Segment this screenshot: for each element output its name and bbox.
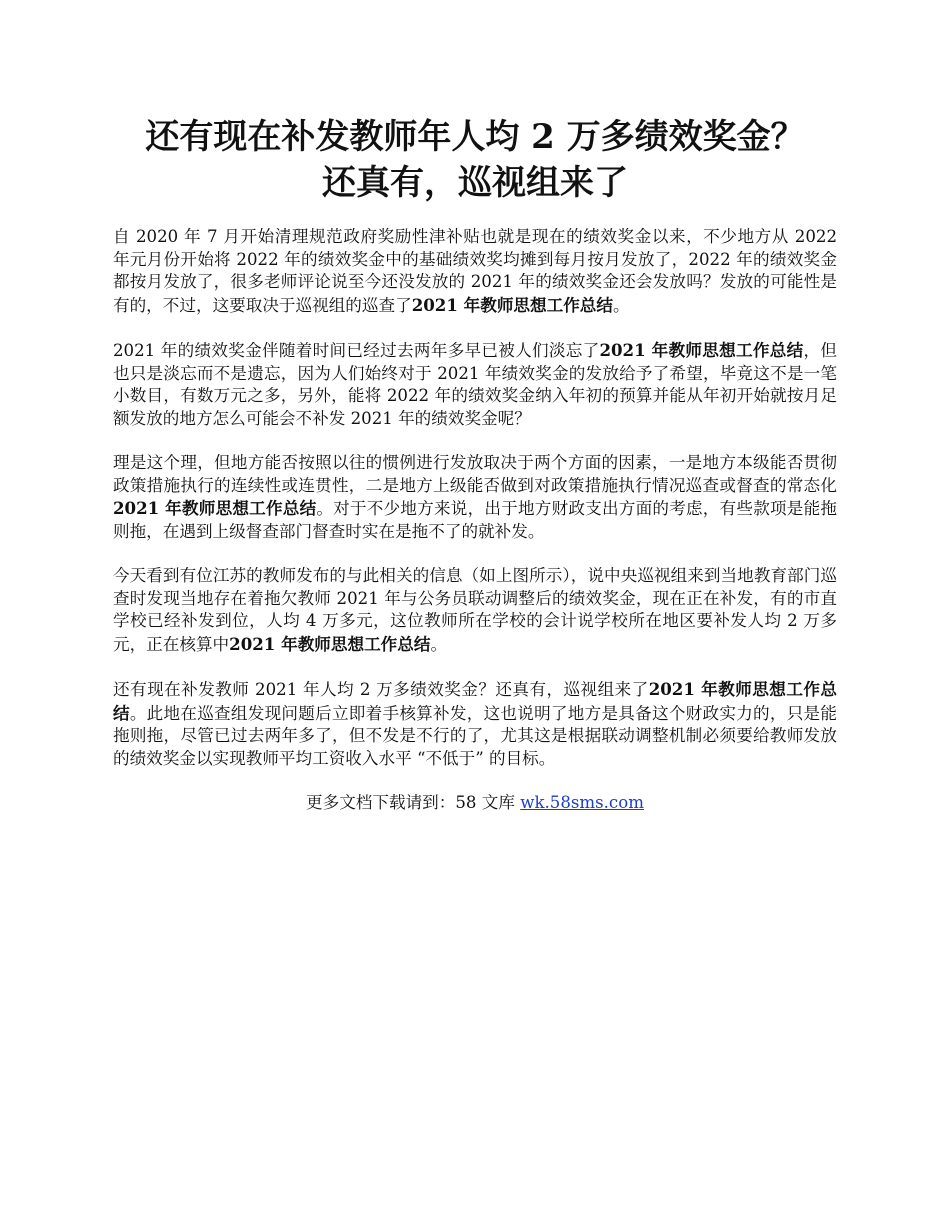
title-line-1: 还有现在补发教师年人均 2 万多绩效奖金？ [145,117,805,157]
paragraph-text: 。 [430,634,448,654]
document-body [113,226,837,814]
bold-keyword: 2021 年教师思想工作总结 [411,294,613,315]
download-site-link[interactable]: wk.58sms.com [520,793,644,812]
bold-keyword: 2021 年教师思想工作总结 [113,679,837,723]
paragraph-4 [113,565,837,656]
paragraph-2 [113,339,837,430]
paragraph-text: 2021 年的绩效奖金伴随着时间已经过去两年多早已被人们淡忘了 [113,341,600,360]
bold-keyword: 2021 年教师思想工作总结 [113,498,317,518]
paragraph-text: ，但也只是淡忘而不是遗忘，因为人们始终对于 2021 年绩效奖金的发放给予了希望，毕竟这不是一笔小数目，有数万元之多，另外，能将 2022 年的绩效奖金纳入年初的预算并能从年初开始就按月足额发放的地方怎么可能会不补发 2021 年的绩效奖金呢？ [113,341,837,428]
title-line-2: 还真有，巡视组来了 [322,163,628,203]
paragraph-text: 今天看到有位江苏的教师发布的与此相关的信息（如上图所示），说中央巡视组来到当地教育部门巡查时发现当地存在着拖欠教师 2021 年与公务员联动调整后的绩效奖金，现在正在补发，有的市直学校已经补发到位，人均 4 万多元，这位教师所在学校的会计说学校所在地区要补发人均 2 万多元，正在核算中 [113,566,837,654]
paragraph-text: 还有现在补发教师 2021 年人均 2 万多绩效奖金？还真有，巡视组来了 [113,680,649,699]
paragraph-text: 。此地在巡查组发现问题后立即着手核算补发，这也说明了地方是具备这个财政实力的，只是能拖则拖，尽管已过去两年多了，但不发是不行的了，尤其这是根据联动调整机制必须要给教师发放的绩效奖金以实现教师平均工资收入水平 “不低于” 的目标。 [113,703,837,768]
footer-prefix: 更多文档下载请到：58 文库 [306,793,521,812]
document-title [80,114,870,206]
bold-keyword: 2021 年教师思想工作总结 [599,340,804,360]
paragraph-text: 理是这个理，但地方能否按照以往的惯例进行发放取决于两个方面的因素，一是地方本级能否贯彻政策措施执行的连续性或连贯性，二是地方上级能否做到对政策措施执行情况巡查或督查的常态化 [113,453,837,495]
download-footer [113,792,837,814]
paragraph-1 [113,226,837,317]
paragraph-text: 。对于不少地方来说，出于地方财政支出方面的考虑，有些款项是能拖则拖，在遇到上级督查部门督查时实在是拖不了的就补发。 [113,499,837,541]
bold-keyword: 2021 年教师思想工作总结 [229,633,431,654]
paragraph-text: 。 [613,295,630,315]
paragraph-5 [113,678,837,770]
paragraph-3 [113,452,837,543]
paragraph-text: 自 2020 年 7 月开始清理规范政府奖励性津补贴也就是现在的绩效奖金以来，不少地方从 2022 年元月份开始将 2022 年的绩效奖金中的基础绩效奖均摊到每月按月发放了，2022 年的绩效奖金都按月发放了，很多老师评论说至今还没发放的 2021 年的绩效奖金还会发放吗？发放的可能性是有的，不过，这要取决于巡视组的巡查了 [113,227,837,315]
